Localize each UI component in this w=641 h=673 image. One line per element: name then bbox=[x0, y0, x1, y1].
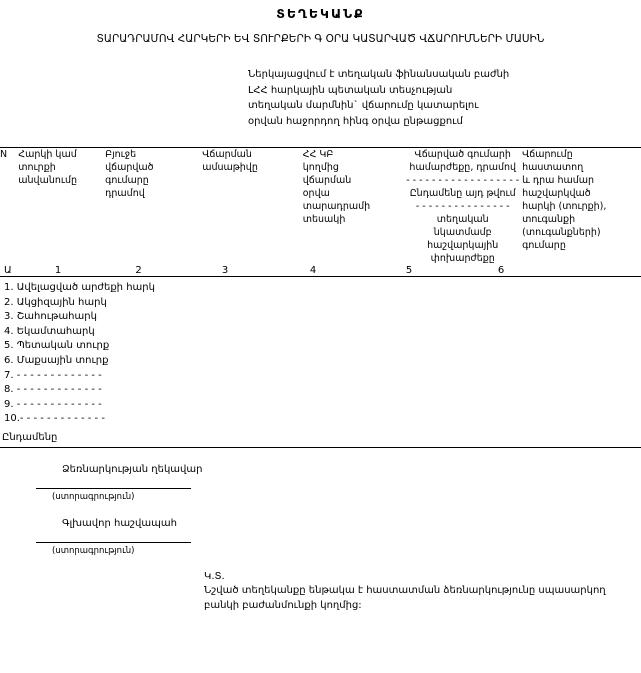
header-col-7-line-8: գումարը bbox=[522, 240, 566, 251]
header-col-7-line-3: և դրա համար bbox=[522, 175, 595, 186]
header-col-7-line-7: (տուգանքների) bbox=[522, 227, 601, 238]
list-item: 8. - - - - - - - - - - - - - bbox=[4, 384, 102, 396]
list-item: 10.- - - - - - - - - - - - - bbox=[4, 413, 105, 425]
header-col-3-line-2: ամսաթիվը bbox=[202, 162, 258, 173]
header-col-7-line-4: հաշվարկված bbox=[522, 188, 591, 199]
header-col-7-line-2: հաստատող bbox=[522, 162, 584, 173]
header-col-5-divider-1: - - - - - - - - - - - - - - - - - - bbox=[406, 175, 520, 186]
report-table bbox=[0, 148, 641, 265]
signature-title-2: Գլխավոր հաշվապահ bbox=[62, 517, 177, 529]
header-col-3-line-1: Վճարման bbox=[202, 149, 252, 160]
header-col-2-line-2: վճարված bbox=[105, 162, 154, 173]
intro-line-4: օրվան հաջորդող հինգ օրվա ընթացքում bbox=[248, 115, 463, 127]
colnum-blank bbox=[541, 265, 641, 276]
header-col-2-line-3: գումարը bbox=[105, 175, 149, 186]
colnum-6: 6 bbox=[497, 265, 505, 276]
stamp-mark: Կ.Տ. bbox=[204, 570, 225, 582]
table-header-row bbox=[0, 148, 641, 265]
header-col-5-line-1: տեղական bbox=[436, 214, 489, 225]
colnum-a: Ա bbox=[4, 265, 12, 276]
header-col-4-line-6: տեսակի bbox=[302, 214, 346, 225]
list-item: 6. Մաքսային տուրք bbox=[4, 354, 109, 366]
page-subtitle: ՏԱՐԱԴՐԱՄՈՎ ՀԱՐԿԵՐԻ ԵՎ ՏՈՒՐՔԵՐԻ Գ ՕՐԱ ԿԱՏԱՐՎԱԾ ՎՃԱՐՈՒՄՆԵՐԻ ՄԱՍԻՆ bbox=[96, 33, 545, 45]
header-col-5-6 bbox=[403, 148, 522, 265]
intro-block bbox=[0, 67, 641, 129]
header-col-5-line-2: նկատմամբ bbox=[433, 227, 492, 238]
intro-line-3: տեղական մարմնին` վճարումը կատարելու bbox=[248, 100, 479, 111]
colnum-5: 5 bbox=[405, 265, 413, 276]
column-number-row bbox=[0, 265, 641, 276]
header-col-5-line-3: հաշվարկային bbox=[427, 240, 499, 251]
list-item: 1. Ավելացված արժեքի հարկ bbox=[4, 282, 155, 293]
header-col-4-line-1: ՀՀ ԿԲ bbox=[302, 149, 334, 160]
header-col-1 bbox=[18, 148, 105, 265]
header-col-4-line-2: կողմից bbox=[302, 162, 339, 173]
list-item: 3. Շահութահարկ bbox=[4, 311, 97, 323]
header-n-label: N bbox=[0, 149, 8, 160]
signature-note-1: (ստորագրություն) bbox=[52, 491, 135, 502]
document-page bbox=[0, 6, 641, 673]
header-col-5-title-1: Վճարված գումարի bbox=[414, 149, 511, 160]
header-col-4-line-3: վճարման bbox=[302, 175, 352, 186]
colnum-1: 1 bbox=[54, 265, 62, 276]
colnum-2: 2 bbox=[135, 265, 142, 276]
list-item: 2. Ակցիզային հարկ bbox=[4, 296, 107, 308]
header-col-1-line-3: անվանումը bbox=[18, 175, 78, 186]
row-list bbox=[0, 277, 641, 427]
list-item: 9. - - - - - - - - - - - - - bbox=[4, 398, 102, 410]
signature-block-2 bbox=[0, 502, 641, 556]
header-col-5-divider-2: - - - - - - - - - - - - - - - bbox=[415, 201, 510, 212]
total-label: Ընդամենը bbox=[2, 431, 58, 443]
header-col-2-line-4: դրամով bbox=[105, 188, 145, 199]
page-title: ՏԵՂԵԿԱՆՔ bbox=[276, 6, 365, 21]
list-item: 7. - - - - - - - - - - - - - bbox=[4, 369, 102, 381]
header-col-7-line-5: հարկի (տուրքի), bbox=[522, 201, 607, 212]
header-col-4-line-5: տարադրամի bbox=[302, 201, 371, 212]
intro-line-1: Ներկայացվում է տեղական ֆինանսական բաժնի bbox=[248, 69, 510, 80]
header-col-7-line-1: Վճարումը bbox=[522, 149, 573, 160]
header-col-4 bbox=[303, 148, 404, 265]
footer-line-2: բանկի բաժանմունքի կողմից: bbox=[204, 599, 362, 611]
header-col-7-line-6: տուգանքի bbox=[522, 214, 576, 225]
column-number-table bbox=[0, 265, 641, 276]
list-item: 4. Եկամտահարկ bbox=[4, 325, 95, 337]
signature-note-2: (ստորագրություն) bbox=[52, 545, 135, 556]
header-col-2 bbox=[105, 148, 202, 265]
header-col-1-line-1: Հարկի կամ bbox=[18, 149, 77, 160]
signature-title-1: Ձեռնարկության ղեկավար bbox=[62, 463, 203, 475]
header-col-2-line-1: Բյուջե bbox=[105, 149, 137, 160]
colnum-3: 3 bbox=[221, 265, 229, 276]
header-col-5-title-2: համարժեքը, դրամով bbox=[409, 162, 517, 173]
colnum-4: 4 bbox=[309, 265, 317, 276]
intro-line-2: ԼՀՀ հարկային պետական տեսչության bbox=[248, 84, 453, 96]
header-col-3 bbox=[202, 148, 303, 265]
header-col-5-line-4: փոխարժեքը bbox=[430, 253, 495, 264]
header-col-4-line-4: օրվա bbox=[302, 188, 330, 199]
list-item: 5. Պետական տուրք bbox=[4, 340, 110, 352]
signature-block-1 bbox=[0, 448, 641, 502]
header-col-5-subtitle: Ընդամենը այդ թվում bbox=[409, 188, 516, 199]
footer-note bbox=[0, 556, 641, 614]
header-col-7 bbox=[522, 148, 641, 265]
header-col-1-line-2: տուրքի bbox=[18, 162, 56, 173]
footer-line-1: Նշված տեղեկանքը ենթակա է հաստատման ձեռնարկությունը սպասարկող bbox=[204, 585, 606, 597]
header-col-n bbox=[0, 148, 18, 265]
